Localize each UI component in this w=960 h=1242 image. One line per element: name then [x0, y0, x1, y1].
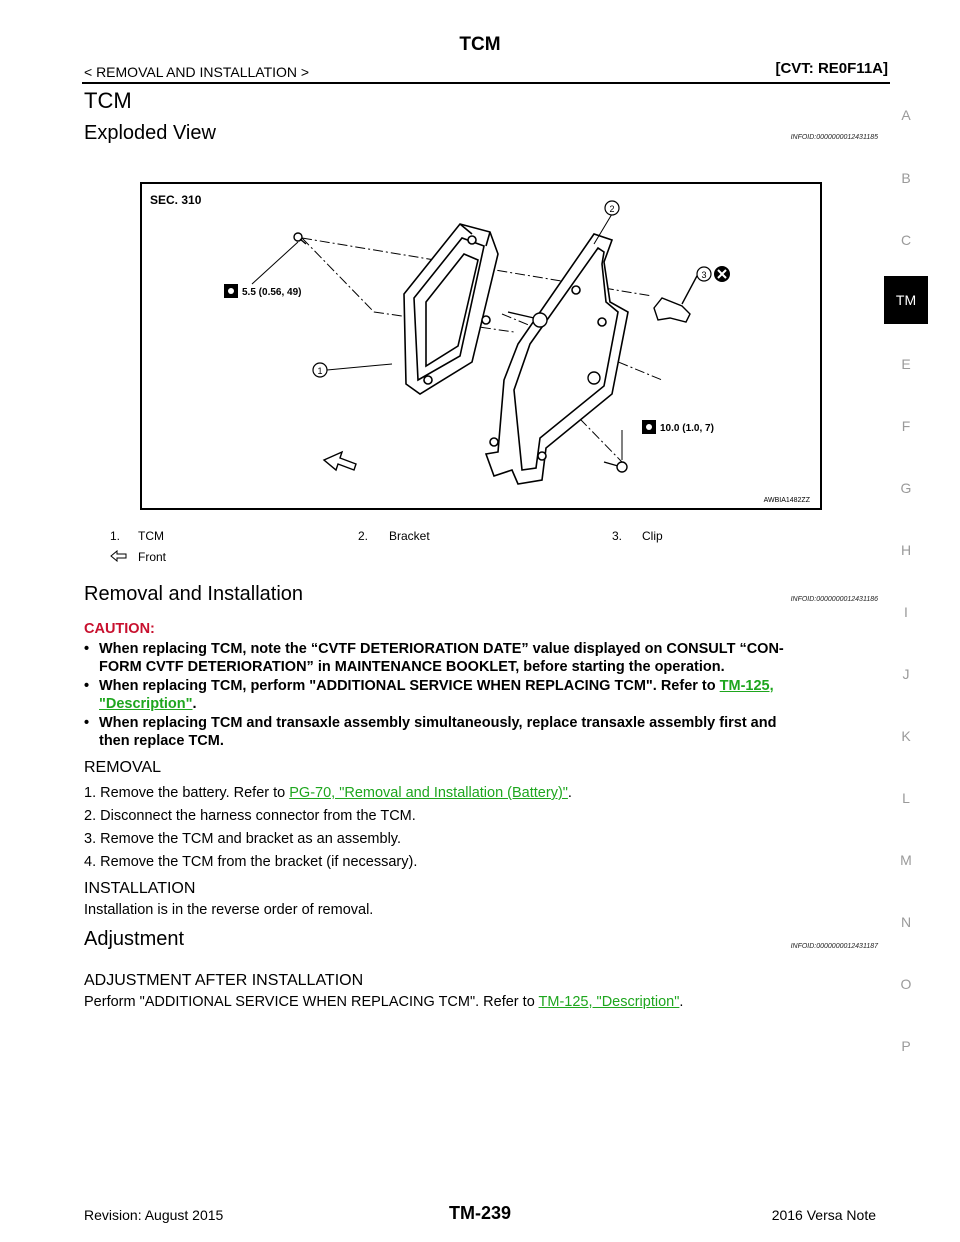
replace-part-icon [714, 266, 730, 282]
installation-heading: INSTALLATION [84, 880, 196, 897]
removal-step-4: 4. Remove the TCM from the bracket (if necessary). [84, 854, 418, 870]
removal-heading: REMOVAL [84, 759, 162, 776]
side-index-n[interactable]: N [900, 914, 912, 930]
legend-front: Front [138, 550, 167, 564]
callout-3: 3 [701, 270, 707, 280]
torque-spec-2: 10.0 (1.0, 7) [660, 423, 714, 434]
side-index-g[interactable]: G [900, 480, 912, 496]
removal-installation-heading: Removal and Installation [84, 583, 304, 605]
adjustment-text-span: Perform "ADDITIONAL SERVICE WHEN REPLACING TCM". Refer to [84, 994, 539, 1010]
legend-num-3: 3. [612, 529, 623, 543]
clip [654, 274, 698, 322]
front-legend-arrow-icon [110, 550, 128, 562]
side-index-i[interactable]: I [904, 604, 908, 620]
footer-page-number: TM-239 [448, 1203, 511, 1223]
step-1-text: 1. Remove the battery. Refer to [84, 785, 290, 801]
exploded-view-figure [140, 182, 822, 510]
adjustment-heading: Adjustment [84, 928, 185, 950]
exploded-diagram-svg [142, 184, 820, 508]
torque-spec-1: 5.5 (0.56, 49) [242, 287, 302, 298]
side-index-m[interactable]: M [900, 852, 912, 868]
legend-num-2: 2. [358, 529, 369, 543]
header-title: TCM [459, 34, 501, 55]
caution-bullet-1 [84, 640, 884, 676]
torque-wrench-icon-2 [642, 420, 656, 434]
header-section: < REMOVAL AND INSTALLATION > [84, 64, 310, 80]
header-model: [CVT: RE0F11A] [775, 60, 888, 77]
tcm-unit [404, 224, 498, 394]
legend-label-1: TCM [138, 529, 164, 543]
side-index-l[interactable]: L [902, 790, 910, 806]
removal-step-1 [84, 785, 572, 801]
side-index-c[interactable]: C [900, 232, 912, 248]
adjustment-text [84, 994, 683, 1010]
side-index-tm-active[interactable]: TM [884, 276, 928, 324]
link-pg-70[interactable]: PG-70, "Removal and Installation (Battery)" [289, 785, 568, 801]
link-tm-125-description[interactable]: TM-125, "Description" [538, 994, 680, 1010]
side-index-o[interactable]: O [900, 976, 912, 992]
bullet-dot: • [84, 641, 90, 657]
bullet-1-line-2: FORM CVTF DETERIORATION” in MAINTENANCE BOOKLET, before starting the operation. [99, 659, 725, 675]
side-index-a[interactable]: A [901, 107, 911, 123]
caution-bullet-3 [84, 714, 884, 750]
adjustment-infoid: INFOID:0000000012431187 [790, 943, 878, 950]
removal-step-2: 2. Disconnect the harness connector from the TCM. [84, 808, 416, 824]
side-index-k[interactable]: K [901, 728, 911, 744]
side-index-p[interactable]: P [901, 1038, 911, 1054]
side-index-h[interactable]: H [900, 542, 912, 558]
bullet-2-end: . [192, 696, 197, 712]
page-title: TCM [84, 88, 132, 113]
removal-installation-infoid: INFOID:0000000012431186 [790, 596, 878, 603]
callout-2: 2 [609, 204, 615, 214]
bolt-lower [604, 462, 627, 472]
adjustment-text-end: . [679, 994, 684, 1010]
installation-text: Installation is in the reverse order of removal. [84, 902, 374, 918]
footer-vehicle: 2016 Versa Note [771, 1207, 876, 1223]
front-arrow-icon [324, 452, 356, 470]
torque-wrench-icon [224, 284, 238, 298]
bullet-3-line-2: then replace TCM. [99, 733, 224, 749]
caution-bullet-2 [84, 677, 884, 713]
legend-label-2: Bracket [389, 529, 430, 543]
bullet-dot: • [84, 715, 90, 731]
link-description[interactable]: "Description" [99, 696, 193, 712]
bullet-1-line-1: When replacing TCM, note the “CVTF DETERIORATION DATE” value displayed on CONSULT “CON- [99, 641, 784, 657]
legend-num-1: 1. [110, 529, 121, 543]
header-rule [82, 82, 890, 84]
link-tm-125[interactable]: TM-125, [719, 678, 774, 694]
step-1-end: . [567, 785, 572, 801]
side-index-f[interactable]: F [901, 418, 911, 434]
footer-revision: Revision: August 2015 [84, 1207, 224, 1223]
side-index-b[interactable]: B [901, 170, 911, 186]
sec-label: SEC. 310 [150, 193, 202, 207]
bullet-dot: • [84, 678, 90, 694]
callout-1: 1 [317, 366, 323, 376]
exploded-view-heading: Exploded View [84, 122, 216, 144]
removal-step-3: 3. Remove the TCM and bracket as an assembly. [84, 831, 401, 847]
bullet-2-text: When replacing TCM, perform "ADDITIONAL SERVICE WHEN REPLACING TCM". Refer to [99, 678, 720, 694]
legend-label-3: Clip [642, 529, 663, 543]
side-index-e[interactable]: E [901, 356, 911, 372]
callout-circles [313, 201, 711, 377]
bullet-3-line-1: When replacing TCM and transaxle assembly simultaneously, replace transaxle assembly first and [99, 715, 777, 731]
exploded-view-infoid: INFOID:0000000012431185 [790, 134, 878, 141]
figure-id: AWBIA1482ZZ [763, 497, 810, 504]
caution-label: CAUTION: [84, 621, 155, 637]
side-index-j[interactable]: J [902, 666, 910, 682]
adjustment-subheading: ADJUSTMENT AFTER INSTALLATION [84, 972, 364, 989]
